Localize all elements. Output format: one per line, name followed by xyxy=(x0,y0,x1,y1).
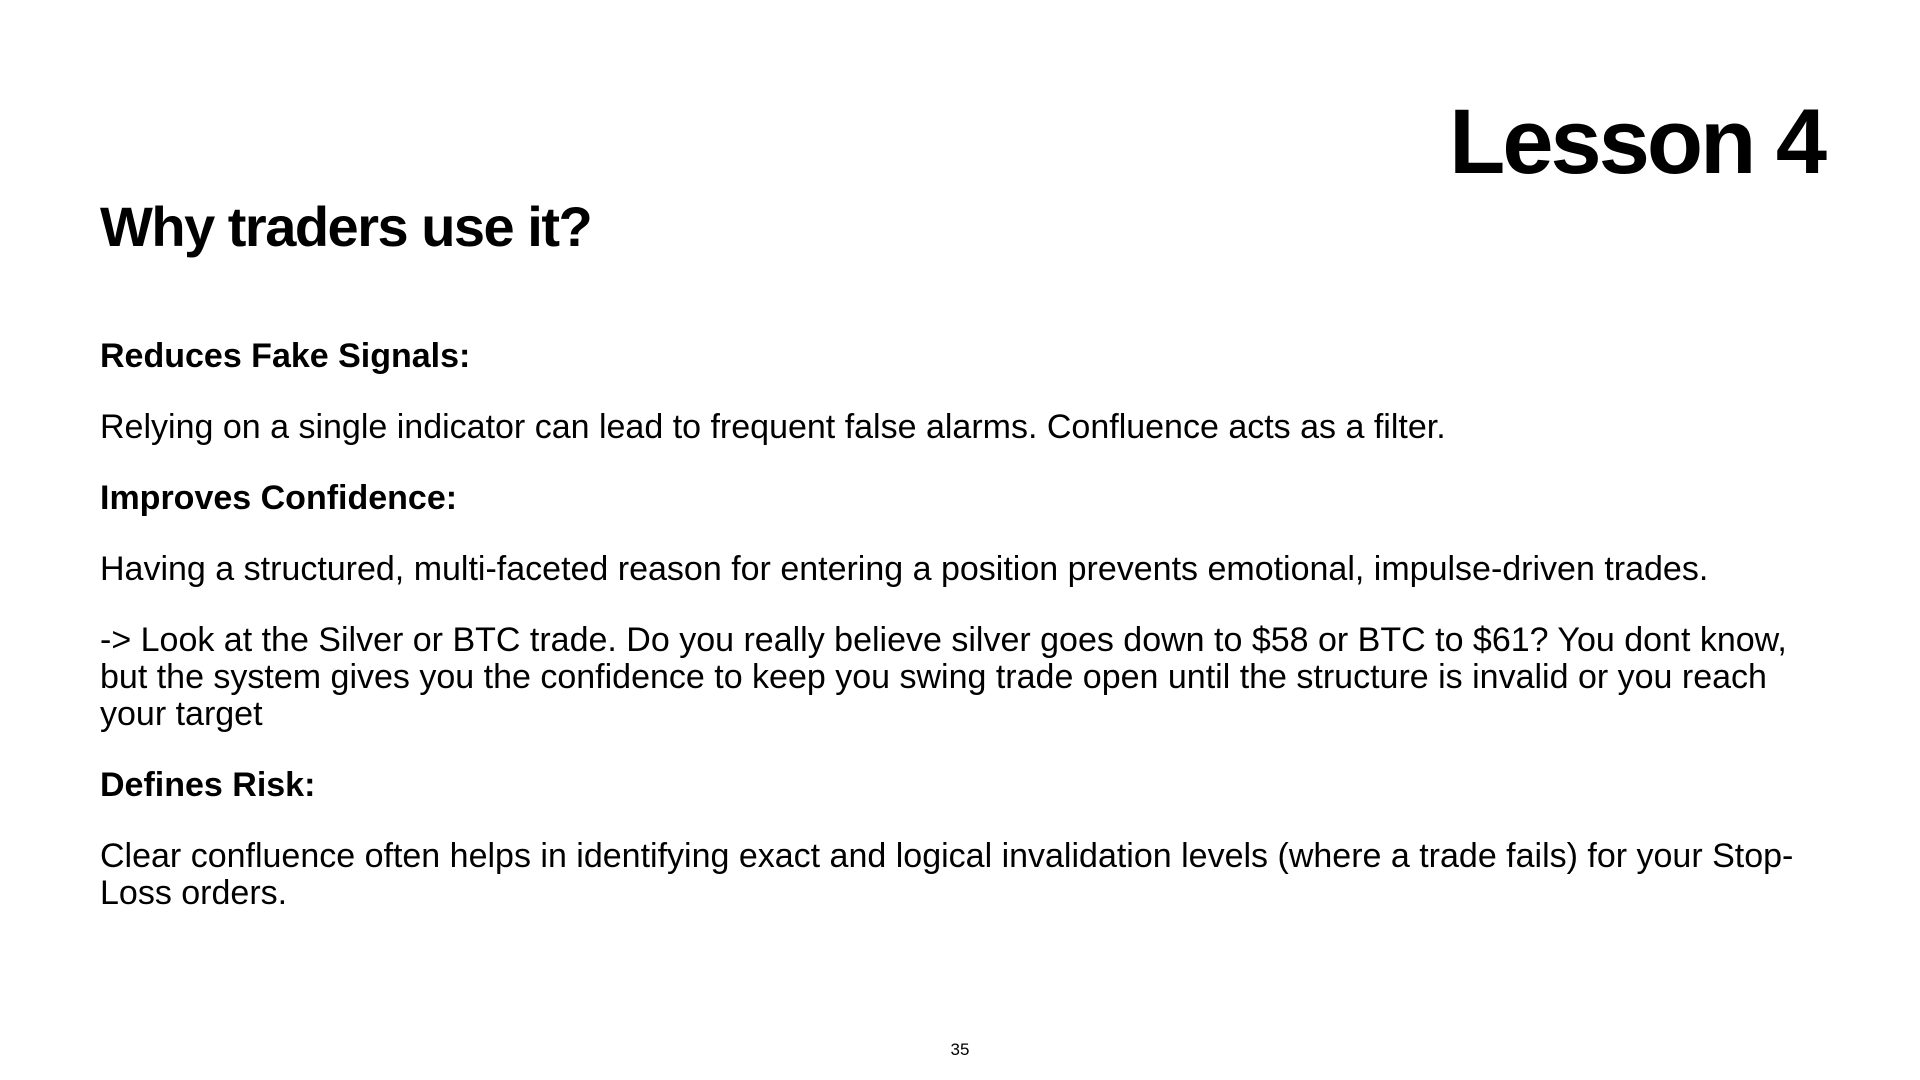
subheading-improves-confidence: Improves Confidence: xyxy=(100,479,458,517)
slide-content xyxy=(100,338,1800,946)
paragraph-defines-risk: Clear confluence often helps in identifying exact and logical invalidation levels (where a trade fails) for your Stop-Loss orders. xyxy=(100,837,1794,912)
paragraph-improves-confidence: Having a structured, multi-faceted reason for entering a position prevents emotional, impulse-driven trades. xyxy=(100,550,1709,588)
slide-heading: Why traders use it? xyxy=(100,195,592,258)
subheading-defines-risk: Defines Risk: xyxy=(100,766,316,804)
paragraph-reduces-fake-signals: Relying on a single indicator can lead to frequent false alarms. Confluence acts as a filter. xyxy=(100,408,1446,446)
paragraph-example-silver-btc: -> Look at the Silver or BTC trade. Do you really believe silver goes down to $58 or BTC to $61? You dont know, but the system gives you the confidence to keep you swing trade open until the structure is invalid or you reach your target xyxy=(100,621,1787,733)
subheading-reduces-fake-signals: Reduces Fake Signals: xyxy=(100,337,471,375)
lesson-title: Lesson 4 xyxy=(1449,91,1824,193)
page-number: 35 xyxy=(950,1040,970,1059)
